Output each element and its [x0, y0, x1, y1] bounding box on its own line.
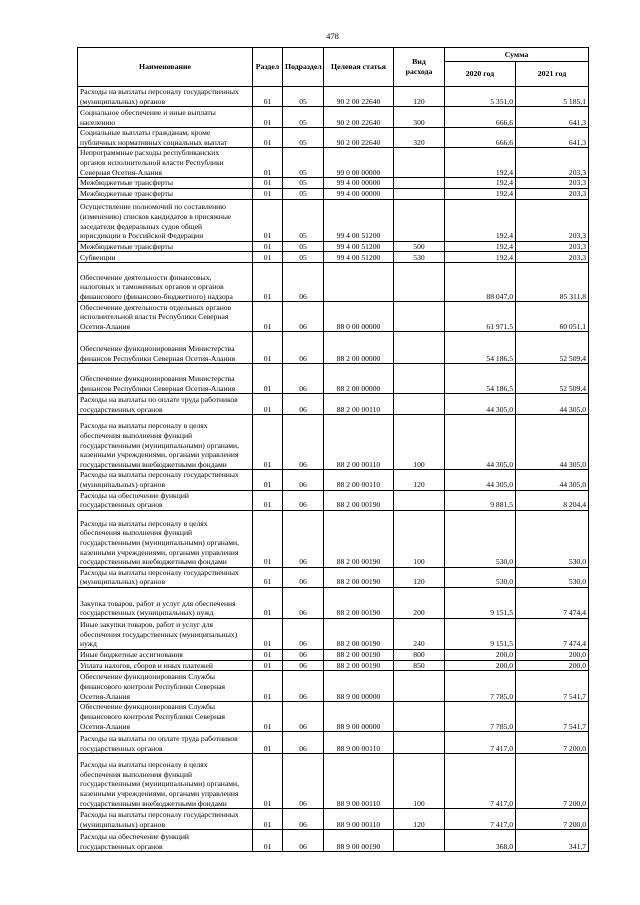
- row-expense-type: [394, 302, 445, 332]
- page-number: 478: [326, 31, 339, 41]
- budget-table: [77, 47, 589, 852]
- row-amount-2021: 203,3: [516, 199, 589, 241]
- row-expense-type: 120: [394, 809, 445, 830]
- row-amount-2020: 7 785,0: [445, 671, 516, 702]
- row-amount-2021: 85 311,8: [516, 263, 589, 302]
- row-amount-2021: 530,0: [516, 510, 589, 567]
- header-row: [78, 48, 589, 62]
- header-expense-type: Вид расхода: [394, 48, 445, 87]
- row-target-article: 88 2 00 00190: [324, 510, 394, 567]
- row-amount-2020: 7 417,0: [445, 754, 516, 809]
- row-target-article: 90 2 00 22640: [324, 107, 394, 128]
- row-amount-2021: 60 051,1: [516, 302, 589, 332]
- row-name: Расходы на выплаты персоналу государственных (муниципальных) органов: [78, 567, 253, 587]
- table-row: [78, 490, 589, 510]
- row-name: Обеспечение деятельности отдельных органов исполнительной власти Республики Северная Осетия-Алания: [78, 302, 253, 332]
- row-target-article: 99 4 00 00000: [324, 188, 394, 199]
- table-row: [78, 470, 589, 490]
- row-name: Межбюджетные трансферты: [78, 188, 253, 199]
- row-section: 01: [253, 649, 283, 660]
- table-row: [78, 148, 589, 178]
- row-section: 01: [253, 263, 283, 302]
- row-amount-2020: 368,0: [445, 830, 516, 852]
- row-target-article: 99 4 00 51200: [324, 199, 394, 241]
- row-subsection: 06: [283, 490, 324, 510]
- row-expense-type: [394, 394, 445, 415]
- table-row: [78, 587, 589, 618]
- row-amount-2021: 7 541,7: [516, 671, 589, 702]
- row-amount-2021: 5 185,1: [516, 87, 589, 107]
- row-name: Обеспечение функционирования Министерства финансов Республики Северная Осетия-Алания: [78, 332, 253, 364]
- table-row: [78, 618, 589, 649]
- row-amount-2021: 341,7: [516, 830, 589, 852]
- row-expense-type: 120: [394, 567, 445, 587]
- row-amount-2021: 52 509,4: [516, 364, 589, 394]
- row-section: 01: [253, 618, 283, 649]
- row-target-article: 90 2 00 22640: [324, 128, 394, 148]
- row-expense-type: 100: [394, 510, 445, 567]
- row-section: 01: [253, 128, 283, 148]
- table-row: [78, 252, 589, 263]
- row-section: 01: [253, 671, 283, 702]
- row-amount-2020: 44 305,0: [445, 470, 516, 490]
- row-name: Социальные выплаты гражданам, кроме публичных нормативных социальных выплат: [78, 128, 253, 148]
- row-subsection: 06: [283, 364, 324, 394]
- row-target-article: 88 2 00 00110: [324, 415, 394, 470]
- row-subsection: 06: [283, 830, 324, 852]
- row-name: Расходы на выплаты персоналу государственных (муниципальных) органов: [78, 470, 253, 490]
- row-amount-2021: 203,3: [516, 148, 589, 178]
- row-amount-2021: 52 509,4: [516, 332, 589, 364]
- header-section: Раздел: [253, 48, 283, 87]
- row-subsection: 05: [283, 241, 324, 252]
- row-subsection: 06: [283, 618, 324, 649]
- row-amount-2020: 200,0: [445, 660, 516, 671]
- row-expense-type: [394, 364, 445, 394]
- row-section: 01: [253, 415, 283, 470]
- row-section: 01: [253, 809, 283, 830]
- table-row: [78, 830, 589, 852]
- row-amount-2021: 8 204,4: [516, 490, 589, 510]
- row-amount-2021: 44 305,0: [516, 394, 589, 415]
- row-subsection: 06: [283, 754, 324, 809]
- header-sum: Сумма: [445, 48, 589, 62]
- row-expense-type: 120: [394, 87, 445, 107]
- row-amount-2021: 203,3: [516, 241, 589, 252]
- row-section: 01: [253, 302, 283, 332]
- row-target-article: 88 2 00 00110: [324, 470, 394, 490]
- row-subsection: 06: [283, 470, 324, 490]
- row-target-article: 99 4 00 51200: [324, 241, 394, 252]
- table-row: [78, 660, 589, 671]
- header-year-2021: 2021 год: [516, 62, 589, 87]
- row-amount-2020: 192,4: [445, 178, 516, 189]
- row-amount-2020: 9 151,5: [445, 587, 516, 618]
- row-subsection: 06: [283, 394, 324, 415]
- row-name: Расходы на выплаты персоналу в целях обеспечения выполнения функций государственными (муниципальными) органами, казенными учреждениями, органами управления государственными внебюджетными фондами: [78, 415, 253, 470]
- row-expense-type: [394, 830, 445, 852]
- row-section: 01: [253, 87, 283, 107]
- row-amount-2021: 200,0: [516, 660, 589, 671]
- row-subsection: 06: [283, 415, 324, 470]
- row-target-article: 88 9 00 00110: [324, 809, 394, 830]
- row-subsection: 05: [283, 148, 324, 178]
- table-row: [78, 671, 589, 702]
- row-section: 01: [253, 107, 283, 128]
- row-amount-2021: 641,3: [516, 107, 589, 128]
- row-amount-2021: 200,0: [516, 649, 589, 660]
- row-section: 01: [253, 510, 283, 567]
- row-expense-type: 800: [394, 649, 445, 660]
- row-target-article: 99 0 00 00000: [324, 148, 394, 178]
- row-amount-2021: 7 541,7: [516, 702, 589, 732]
- row-amount-2020: 192,4: [445, 241, 516, 252]
- row-name: Расходы на выплаты персоналу в целях обеспечения выполнения функций государственными (муниципальными) органами, казенными учреждениями, органами управления государственными внебюджетными фондами: [78, 510, 253, 567]
- row-expense-type: [394, 178, 445, 189]
- row-name: Осуществление полномочий по составлению (изменению) списков кандидатов в присяжные заседатели федеральных судов общей юрисдикции в Российской Федерации: [78, 199, 253, 241]
- row-name: Расходы на выплаты по оплате труда работников государственных органов: [78, 394, 253, 415]
- table-row: [78, 128, 589, 148]
- row-expense-type: 300: [394, 107, 445, 128]
- table-row: [78, 754, 589, 809]
- row-target-article: 88 9 00 00110: [324, 732, 394, 754]
- row-amount-2020: 9 881,5: [445, 490, 516, 510]
- row-target-article: 88 2 00 00190: [324, 567, 394, 587]
- row-subsection: 05: [283, 107, 324, 128]
- row-name: Расходы на обеспечение функций государственных органов: [78, 490, 253, 510]
- row-section: 01: [253, 148, 283, 178]
- row-name: Расходы на обеспечение функций государственных органов: [78, 830, 253, 852]
- row-expense-type: 850: [394, 660, 445, 671]
- table-row: [78, 732, 589, 754]
- row-section: 01: [253, 732, 283, 754]
- row-amount-2021: 7 200,0: [516, 754, 589, 809]
- row-amount-2021: 7 474,4: [516, 587, 589, 618]
- row-subsection: 06: [283, 649, 324, 660]
- table-row: [78, 263, 589, 302]
- row-target-article: 99 4 00 51200: [324, 252, 394, 263]
- row-amount-2020: 530,0: [445, 510, 516, 567]
- table-row: [78, 364, 589, 394]
- row-amount-2021: 203,3: [516, 178, 589, 189]
- row-expense-type: [394, 148, 445, 178]
- row-amount-2020: 9 151,5: [445, 618, 516, 649]
- row-section: 01: [253, 394, 283, 415]
- row-target-article: 88 2 00 00110: [324, 394, 394, 415]
- row-target-article: 90 2 00 22640: [324, 87, 394, 107]
- header-subsection: Подраздел: [283, 48, 324, 87]
- row-section: 01: [253, 702, 283, 732]
- row-expense-type: 240: [394, 618, 445, 649]
- table-row: [78, 415, 589, 470]
- row-target-article: 88 9 00 00000: [324, 671, 394, 702]
- row-section: 01: [253, 470, 283, 490]
- row-section: 01: [253, 199, 283, 241]
- table-row: [78, 302, 589, 332]
- row-section: 01: [253, 587, 283, 618]
- row-subsection: 05: [283, 87, 324, 107]
- row-target-article: 88 2 00 00190: [324, 649, 394, 660]
- row-subsection: 05: [283, 128, 324, 148]
- table-row: [78, 241, 589, 252]
- table-row: [78, 332, 589, 364]
- row-subsection: 05: [283, 252, 324, 263]
- table-row: [78, 178, 589, 189]
- row-expense-type: 100: [394, 415, 445, 470]
- row-amount-2020: 61 971,5: [445, 302, 516, 332]
- row-amount-2020: 192,4: [445, 199, 516, 241]
- row-name: Уплата налогов, сборов и иных платежей: [78, 660, 253, 671]
- row-amount-2020: 7 785,0: [445, 702, 516, 732]
- row-target-article: 88 9 00 00110: [324, 754, 394, 809]
- row-expense-type: 320: [394, 128, 445, 148]
- row-name: Непрограммные расходы республиканских органов исполнительной власти Республики Северная Осетия-Алания: [78, 148, 253, 178]
- row-target-article: 88 9 00 00000: [324, 702, 394, 732]
- row-section: 01: [253, 364, 283, 394]
- table-row: [78, 702, 589, 732]
- row-subsection: 05: [283, 199, 324, 241]
- row-name: Расходы на выплаты персоналу в целях обеспечения выполнения функций государственными (муниципальными) органами, казенными учреждениями, органами управления государственными внебюджетными фондами: [78, 754, 253, 809]
- row-name: Межбюджетные трансферты: [78, 241, 253, 252]
- table-row: [78, 809, 589, 830]
- row-target-article: 88 2 00 00190: [324, 660, 394, 671]
- row-expense-type: 100: [394, 754, 445, 809]
- row-section: 01: [253, 332, 283, 364]
- row-section: 01: [253, 567, 283, 587]
- row-amount-2020: 192,4: [445, 148, 516, 178]
- row-name: Обеспечение деятельности финансовых, налоговых и таможенных органов и органов финансового (финансово-бюджетного) надзора: [78, 263, 253, 302]
- row-target-article: 88 9 00 00190: [324, 830, 394, 852]
- row-target-article: [324, 263, 394, 302]
- row-expense-type: [394, 702, 445, 732]
- row-amount-2020: 5 351,0: [445, 87, 516, 107]
- row-amount-2020: 666,6: [445, 107, 516, 128]
- row-target-article: 88 2 00 00190: [324, 490, 394, 510]
- row-name: Межбюджетные трансферты: [78, 178, 253, 189]
- row-section: 01: [253, 188, 283, 199]
- row-target-article: 88 0 00 00000: [324, 302, 394, 332]
- table-row: [78, 510, 589, 567]
- row-expense-type: 530: [394, 252, 445, 263]
- row-target-article: 88 2 00 00190: [324, 587, 394, 618]
- table-row: [78, 394, 589, 415]
- row-amount-2020: 666,6: [445, 128, 516, 148]
- row-name: Расходы на выплаты персоналу государственных (муниципальных) органов: [78, 87, 253, 107]
- row-subsection: 06: [283, 671, 324, 702]
- table-row: [78, 87, 589, 107]
- row-target-article: 88 2 00 00000: [324, 364, 394, 394]
- table-row: [78, 188, 589, 199]
- row-name: Субвенции: [78, 252, 253, 263]
- row-amount-2020: 54 186,5: [445, 332, 516, 364]
- row-amount-2020: 54 186,5: [445, 364, 516, 394]
- table-header: [78, 48, 589, 87]
- row-subsection: 06: [283, 302, 324, 332]
- row-amount-2020: 44 305,0: [445, 415, 516, 470]
- row-name: Иные бюджетные ассигнования: [78, 649, 253, 660]
- row-amount-2021: 530,0: [516, 567, 589, 587]
- row-amount-2020: 192,4: [445, 188, 516, 199]
- row-amount-2020: 200,0: [445, 649, 516, 660]
- row-subsection: 06: [283, 732, 324, 754]
- header-name: Наименование: [78, 48, 253, 87]
- header-year-2020: 2020 год: [445, 62, 516, 87]
- row-amount-2020: 7 417,0: [445, 809, 516, 830]
- row-amount-2021: 203,3: [516, 188, 589, 199]
- row-subsection: 05: [283, 178, 324, 189]
- row-section: 01: [253, 252, 283, 263]
- row-subsection: 05: [283, 188, 324, 199]
- row-amount-2021: 203,3: [516, 252, 589, 263]
- row-section: 01: [253, 241, 283, 252]
- row-name: Обеспечение функционирования Службы финансового контроля Республики Северная Осетия-Алания: [78, 671, 253, 702]
- row-amount-2021: 7 200,0: [516, 809, 589, 830]
- row-subsection: 06: [283, 263, 324, 302]
- row-target-article: 88 2 00 00000: [324, 332, 394, 364]
- row-amount-2021: 7 474,4: [516, 618, 589, 649]
- row-subsection: 06: [283, 510, 324, 567]
- row-amount-2021: 44 305,0: [516, 415, 589, 470]
- row-expense-type: 120: [394, 470, 445, 490]
- row-name: Обеспечение функционирования Министерства финансов Республики Северная Осетия-Алания: [78, 364, 253, 394]
- row-name: Иные закупки товаров, работ и услуг для обеспечения государственных (муниципальных) нужд: [78, 618, 253, 649]
- row-expense-type: [394, 732, 445, 754]
- table-body: [78, 87, 589, 852]
- row-amount-2020: 530,0: [445, 567, 516, 587]
- row-subsection: 06: [283, 660, 324, 671]
- row-amount-2020: 44 305,0: [445, 394, 516, 415]
- row-name: Социальное обеспечение и иные выплаты населению: [78, 107, 253, 128]
- row-expense-type: [394, 671, 445, 702]
- row-subsection: 06: [283, 567, 324, 587]
- table-row: [78, 567, 589, 587]
- row-expense-type: [394, 199, 445, 241]
- row-name: Закупка товаров, работ и услуг для обеспечения государственных (муниципальных) нужд: [78, 587, 253, 618]
- row-subsection: 06: [283, 587, 324, 618]
- row-subsection: 06: [283, 332, 324, 364]
- row-amount-2020: 7 417,0: [445, 732, 516, 754]
- row-expense-type: 500: [394, 241, 445, 252]
- row-target-article: 88 2 00 00190: [324, 618, 394, 649]
- row-amount-2020: 192,4: [445, 252, 516, 263]
- table-row: [78, 107, 589, 128]
- table-row: [78, 649, 589, 660]
- row-expense-type: [394, 263, 445, 302]
- row-name: Обеспечение функционирования Службы финансового контроля Республики Северная Осетия-Алания: [78, 702, 253, 732]
- row-amount-2021: 641,3: [516, 128, 589, 148]
- row-name: Расходы на выплаты персоналу государственных (муниципальных) органов: [78, 809, 253, 830]
- row-expense-type: [394, 332, 445, 364]
- row-section: 01: [253, 830, 283, 852]
- row-subsection: 06: [283, 702, 324, 732]
- table-row: [78, 199, 589, 241]
- row-expense-type: [394, 490, 445, 510]
- row-section: 01: [253, 490, 283, 510]
- row-target-article: 99 4 00 00000: [324, 178, 394, 189]
- row-section: 01: [253, 754, 283, 809]
- row-expense-type: 200: [394, 587, 445, 618]
- row-amount-2021: 7 200,0: [516, 732, 589, 754]
- row-amount-2021: 44 305,0: [516, 470, 589, 490]
- row-amount-2020: 88 047,0: [445, 263, 516, 302]
- row-section: 01: [253, 178, 283, 189]
- header-target-article: Целевая статья: [324, 48, 394, 87]
- row-subsection: 06: [283, 809, 324, 830]
- row-expense-type: [394, 188, 445, 199]
- row-section: 01: [253, 660, 283, 671]
- row-name: Расходы на выплаты по оплате труда работников государственных органов: [78, 732, 253, 754]
